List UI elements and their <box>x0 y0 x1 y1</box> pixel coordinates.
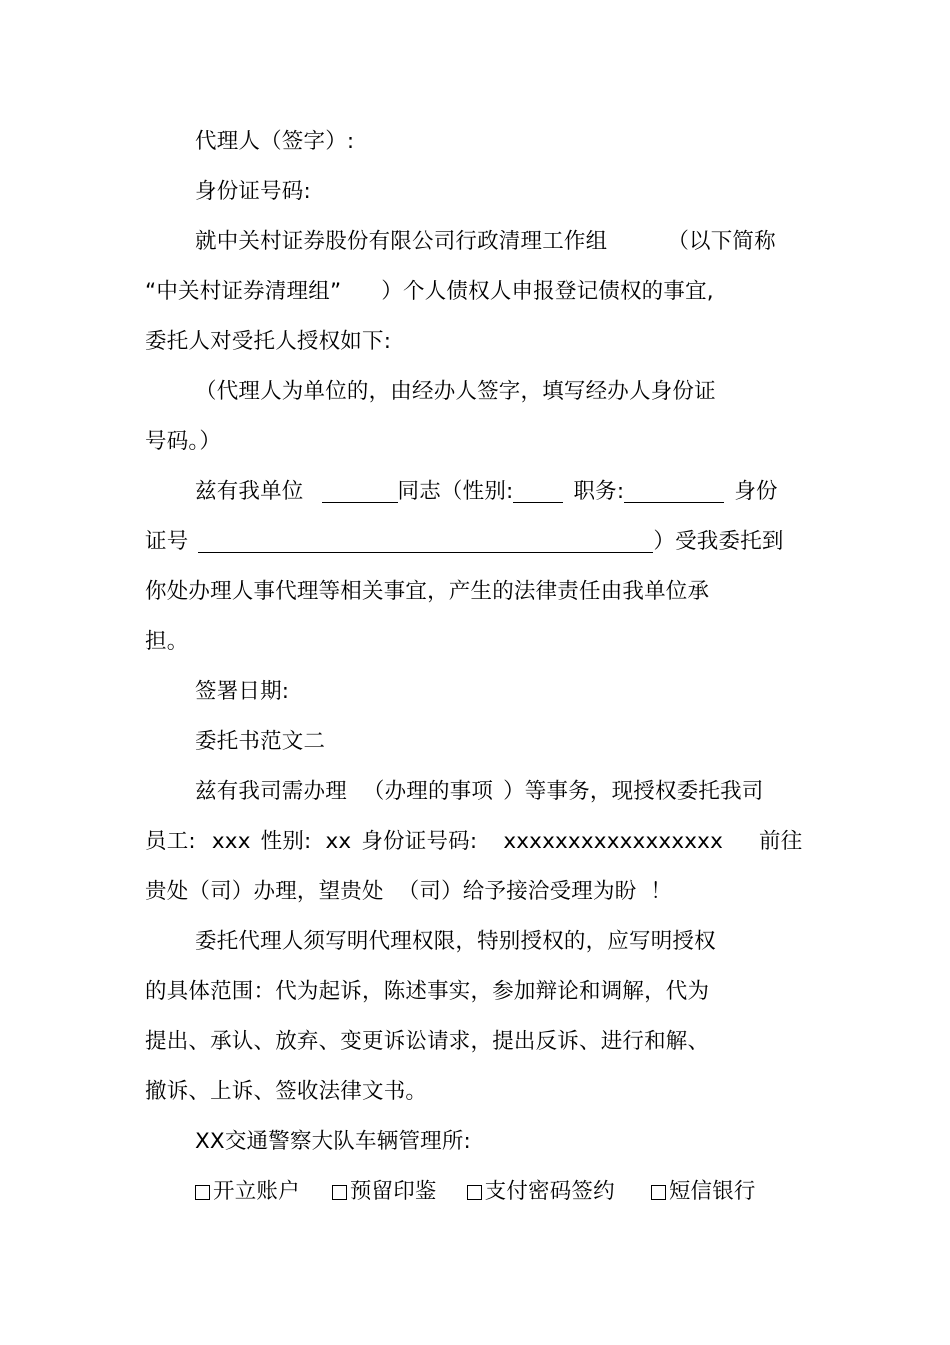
text-segment: （以下简称 <box>667 229 776 254</box>
checkbox-box[interactable] <box>467 1185 482 1200</box>
checkbox-label: 预留印鉴 <box>349 1179 437 1204</box>
paragraph-line <box>145 828 802 856</box>
text-segment: 职务: <box>573 479 625 504</box>
text-segment: 身份证号码: <box>361 829 478 854</box>
text-segment: 贵处（司）办理，望贵处 <box>145 879 384 904</box>
checkbox-reserved-seal[interactable] <box>332 1178 437 1206</box>
text-segment: ！ <box>650 879 673 904</box>
addressee-line: XX交通警察大队车辆管理所: <box>195 1129 472 1154</box>
text-segment: 就中关村证券股份有限公司行政清理工作组 <box>195 229 608 254</box>
paragraph-line: 委托代理人须写明代理权限，特别授权的，应写明授权 <box>195 929 716 954</box>
text-segment: xx <box>325 829 352 854</box>
text-segment: ）受我委托到 <box>653 529 784 554</box>
agent-signature-line: 代理人（签字）: <box>195 129 355 154</box>
section-title: 委托书范文二 <box>195 729 326 754</box>
paragraph-line: 号码。） <box>145 429 222 454</box>
name-blank <box>322 482 398 503</box>
text-segment: 性别: <box>260 829 312 854</box>
text-segment: ）个人债权人申报登记债权的事宜, <box>381 279 714 304</box>
paragraph-line: 提出、承认、放弃、变更诉讼请求，提出反诉、进行和解、 <box>145 1029 710 1054</box>
checkbox-row <box>195 1178 756 1206</box>
paragraph-line <box>195 228 776 256</box>
paragraph-line: 的具体范围：代为起诉，陈述事实，参加辩论和调解，代为 <box>145 979 710 1004</box>
checkbox-box[interactable] <box>195 1185 210 1200</box>
checkbox-label: 支付密码签约 <box>484 1179 615 1204</box>
text-segment: （司）给予接洽受理为盼 <box>397 879 637 904</box>
text-segment: “中关村证券清理组” <box>145 279 342 304</box>
paragraph-line <box>145 278 714 306</box>
paragraph-line <box>195 778 764 806</box>
text-segment: xxxxxxxxxxxxxxxxx <box>503 829 724 854</box>
text-segment: 兹有我司需办理 <box>195 779 347 804</box>
paragraph-line: 你处办理人事代理等相关事宜，产生的法律责任由我单位承 <box>145 579 710 604</box>
text-segment: 兹有我单位 <box>195 479 304 504</box>
paragraph-line <box>145 878 672 906</box>
text-segment: ）等事务，现授权委托我司 <box>503 779 764 804</box>
text-segment: 证号 <box>145 529 189 554</box>
checkbox-label: 开立账户 <box>213 1179 300 1204</box>
id-number-blank <box>198 532 653 553</box>
checkbox-payment-password[interactable] <box>467 1178 615 1206</box>
checkbox-box[interactable] <box>651 1185 666 1200</box>
text-segment: 同志（性别: <box>397 479 514 504</box>
checkbox-box[interactable] <box>332 1185 347 1200</box>
checkbox-sms-banking[interactable] <box>651 1178 756 1206</box>
gender-blank <box>513 482 563 503</box>
text-segment: xxx <box>211 829 251 854</box>
text-segment: （办理的事项 <box>362 779 494 804</box>
text-segment: 员工: <box>145 829 196 854</box>
paragraph-line <box>195 478 778 506</box>
paragraph-line: 委托人对受托人授权如下: <box>145 329 392 354</box>
checkbox-label: 短信银行 <box>668 1179 756 1204</box>
paragraph-line: 撤诉、上诉、签收法律文书。 <box>145 1079 428 1104</box>
paragraph-line <box>145 528 784 556</box>
checkbox-open-account[interactable] <box>195 1178 300 1206</box>
paragraph-line: （代理人为单位的，由经办人签字，填写经办人身份证 <box>195 379 716 404</box>
sign-date-line: 签署日期: <box>195 679 290 704</box>
paragraph-line: 担。 <box>145 629 189 654</box>
id-number-line: 身份证号码: <box>195 179 311 204</box>
text-segment: 身份 <box>734 479 778 504</box>
text-segment: 前往 <box>759 829 803 854</box>
position-blank <box>624 482 724 503</box>
